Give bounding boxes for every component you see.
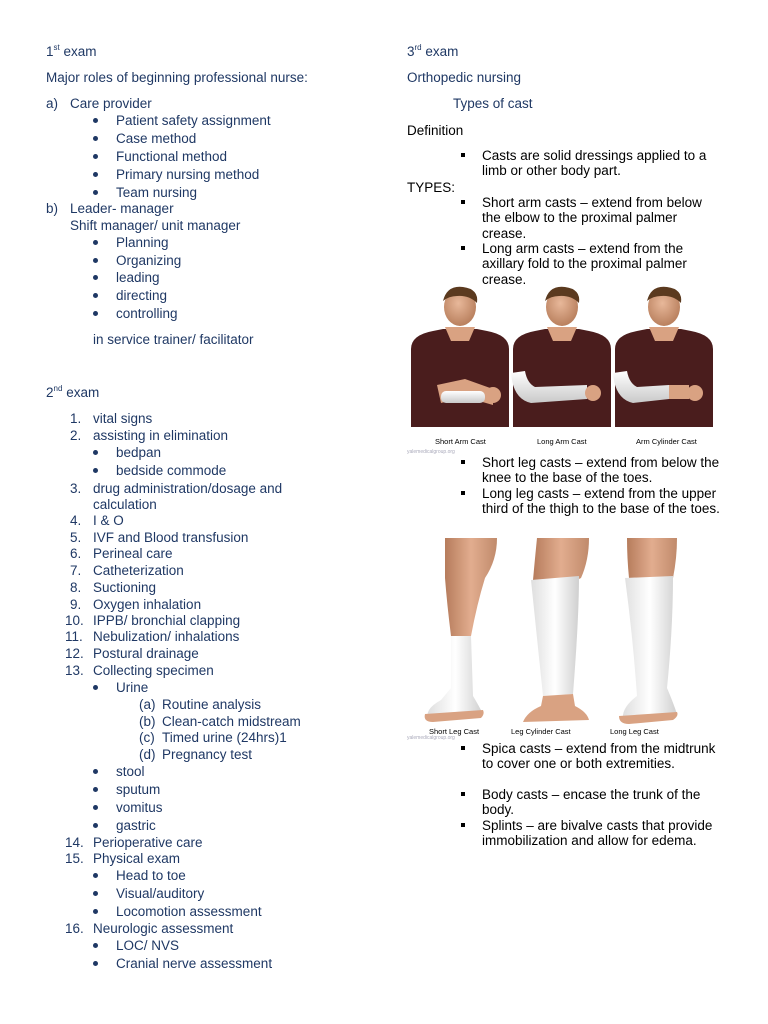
list-item: Visual/auditory xyxy=(116,886,205,901)
list-item: Postural drainage xyxy=(93,646,199,661)
list-item: Primary nursing method xyxy=(116,167,260,182)
list-item: Nebulization/ inhalations xyxy=(93,629,240,644)
exam1-title: 1st exam xyxy=(46,43,97,59)
list-item: Planning xyxy=(116,235,169,250)
role-a-label: Care provider xyxy=(70,96,152,111)
list-item: assisting in elimination xyxy=(93,428,229,443)
role-b-sub: Shift manager/ unit manager xyxy=(70,218,241,233)
bullet-icon xyxy=(93,240,98,245)
list-item: Functional method xyxy=(116,149,228,164)
bullet-icon xyxy=(93,823,98,828)
bullet-icon xyxy=(93,311,98,316)
list-item: IVF and Blood transfusion xyxy=(93,530,249,545)
role-b-marker: b) xyxy=(46,201,59,216)
square-bullet-icon xyxy=(461,491,465,495)
square-bullet-icon xyxy=(461,792,465,796)
list-item: drug administration/dosage and xyxy=(93,481,283,496)
list-item: Head to toe xyxy=(116,868,186,883)
item-number: 8. xyxy=(70,580,82,595)
list-item: Catheterization xyxy=(93,563,184,578)
list-item: Cranial nerve assessment xyxy=(116,956,273,971)
figure-watermark: yalemedicalgroup.org xyxy=(407,735,455,741)
definition-text: Casts are solid dressings applied to a limb or other body part. xyxy=(482,148,707,179)
figure-caption: Short Arm Cast xyxy=(435,437,486,446)
types-label: TYPES: xyxy=(407,180,456,195)
list-item: Urine xyxy=(116,680,149,695)
exam2-title: 2nd exam xyxy=(46,384,100,400)
list-item: Pregnancy test xyxy=(162,747,253,762)
bullet-icon xyxy=(93,450,98,455)
figure-caption: Long Arm Cast xyxy=(537,437,587,446)
leg-short-leg-cast xyxy=(425,538,497,722)
cast-type-item: Long arm casts – extend from the axillary fold to the proximal palmer crease. xyxy=(482,241,687,287)
square-bullet-icon xyxy=(461,460,465,464)
bullet-icon xyxy=(93,172,98,177)
bullet-icon xyxy=(93,275,98,280)
item-number: 4. xyxy=(70,513,82,528)
item-number: 6. xyxy=(70,546,82,561)
item-number: 5. xyxy=(70,530,82,545)
leg-casts-figure xyxy=(407,538,707,740)
trainer-line: in service trainer/ facilitator xyxy=(93,332,254,347)
arm-casts-figure xyxy=(407,287,707,457)
leg-long-leg-cast xyxy=(619,538,678,724)
item-number: 7. xyxy=(70,563,82,578)
item-letter: (b) xyxy=(139,714,156,729)
square-bullet-icon xyxy=(461,823,465,827)
arm-casts-illustration xyxy=(407,287,707,437)
leg-casts-illustration xyxy=(407,538,707,726)
square-bullet-icon xyxy=(461,246,465,250)
item-number: 3. xyxy=(70,481,82,496)
person-short-arm-cast xyxy=(411,287,509,427)
leg-cylinder-cast xyxy=(523,538,589,722)
cast-type-item: Body casts – encase the trunk of the body. xyxy=(482,787,701,818)
list-item: I & O xyxy=(93,513,124,528)
list-item: Team nursing xyxy=(116,185,198,200)
item-number: 11. xyxy=(65,629,83,644)
item-letter: (a) xyxy=(139,697,156,712)
definition-label: Definition xyxy=(407,123,464,138)
square-bullet-icon xyxy=(461,746,465,750)
bullet-icon xyxy=(93,909,98,914)
bullet-icon xyxy=(93,293,98,298)
list-item: Timed urine (24hrs)1 xyxy=(162,730,287,745)
item-number: 2. xyxy=(70,428,82,443)
roles-heading: Major roles of beginning professional nurse: xyxy=(46,70,308,85)
list-item: Case method xyxy=(116,131,197,146)
figure-caption: Long Leg Cast xyxy=(610,727,659,736)
list-item: Neurologic assessment xyxy=(93,921,234,936)
item-number: 12. xyxy=(65,646,84,661)
bullet-icon xyxy=(93,154,98,159)
bullet-icon xyxy=(93,769,98,774)
types-of-cast-heading: Types of cast xyxy=(453,96,533,111)
list-item: Patient safety assignment xyxy=(116,113,271,128)
list-item: Routine analysis xyxy=(162,697,262,712)
bullet-icon xyxy=(93,787,98,792)
item-letter: (d) xyxy=(139,747,156,762)
item-number: 15. xyxy=(65,851,84,866)
list-item: Organizing xyxy=(116,253,182,268)
cast-type-item: Short leg casts – extend from below the knee to the base of the toes. xyxy=(482,455,720,486)
cast-type-item: Spica casts – extend from the midtrunk to cover one or both extremities. xyxy=(482,741,716,772)
list-item: Oxygen inhalation xyxy=(93,597,202,612)
figure-watermark: yalemedicalgroup.org xyxy=(407,449,455,455)
bullet-icon xyxy=(93,891,98,896)
list-item: IPPB/ bronchial clapping xyxy=(93,613,241,628)
bullet-icon xyxy=(93,118,98,123)
item-number: 14. xyxy=(65,835,84,850)
square-bullet-icon xyxy=(461,200,465,204)
figure-caption: Arm Cylinder Cast xyxy=(636,437,697,446)
list-item: LOC/ NVS xyxy=(116,938,180,953)
list-item: Suctioning xyxy=(93,580,157,595)
item-number: 1. xyxy=(70,411,82,426)
bullet-icon xyxy=(93,685,98,690)
list-item: vomitus xyxy=(116,800,163,815)
subject-heading: Orthopedic nursing xyxy=(407,70,522,85)
list-item: Perineal care xyxy=(93,546,173,561)
bullet-icon xyxy=(93,258,98,263)
list-item: sputum xyxy=(116,782,161,797)
list-item: Clean-catch midstream xyxy=(162,714,301,729)
list-item: Locomotion assessment xyxy=(116,904,262,919)
list-item: directing xyxy=(116,288,168,303)
cast-type-item: Short arm casts – extend from below the elbow to the proximal palmer crease. xyxy=(482,195,702,241)
list-item: stool xyxy=(116,764,145,779)
person-arm-cylinder-cast xyxy=(613,287,713,427)
bullet-icon xyxy=(93,961,98,966)
item-number: 13. xyxy=(65,663,84,678)
list-item: leading xyxy=(116,270,160,285)
exam3-title: 3rd exam xyxy=(407,43,459,59)
square-bullet-icon xyxy=(461,153,465,157)
list-item: controlling xyxy=(116,306,178,321)
list-item: vital signs xyxy=(93,411,153,426)
bullet-icon xyxy=(93,805,98,810)
person-long-arm-cast xyxy=(511,287,611,427)
figure-caption: Short Leg Cast xyxy=(429,727,480,736)
bullet-icon xyxy=(93,943,98,948)
cast-type-item: Long leg casts – extend from the upper third of the thigh to the base of the toes. xyxy=(482,486,720,517)
item-letter: (c) xyxy=(139,730,155,745)
item-number: 10. xyxy=(65,613,84,628)
bullet-icon xyxy=(93,190,98,195)
item-number: 16. xyxy=(65,921,84,936)
figure-caption: Leg Cylinder Cast xyxy=(511,727,571,736)
list-item-continuation: calculation xyxy=(93,497,157,512)
role-b-label: Leader- manager xyxy=(70,201,174,216)
list-item: bedside commode xyxy=(116,463,227,478)
list-item: gastric xyxy=(116,818,156,833)
list-item: Collecting specimen xyxy=(93,663,214,678)
list-item: bedpan xyxy=(116,445,162,460)
cast-type-item: Splints – are bivalve casts that provide immobilization and allow for edema. xyxy=(482,818,713,849)
bullet-icon xyxy=(93,468,98,473)
list-item: Physical exam xyxy=(93,851,181,866)
item-number: 9. xyxy=(70,597,82,612)
role-a-marker: a) xyxy=(46,96,59,111)
list-item: Perioperative care xyxy=(93,835,203,850)
bullet-icon xyxy=(93,873,98,878)
bullet-icon xyxy=(93,136,98,141)
